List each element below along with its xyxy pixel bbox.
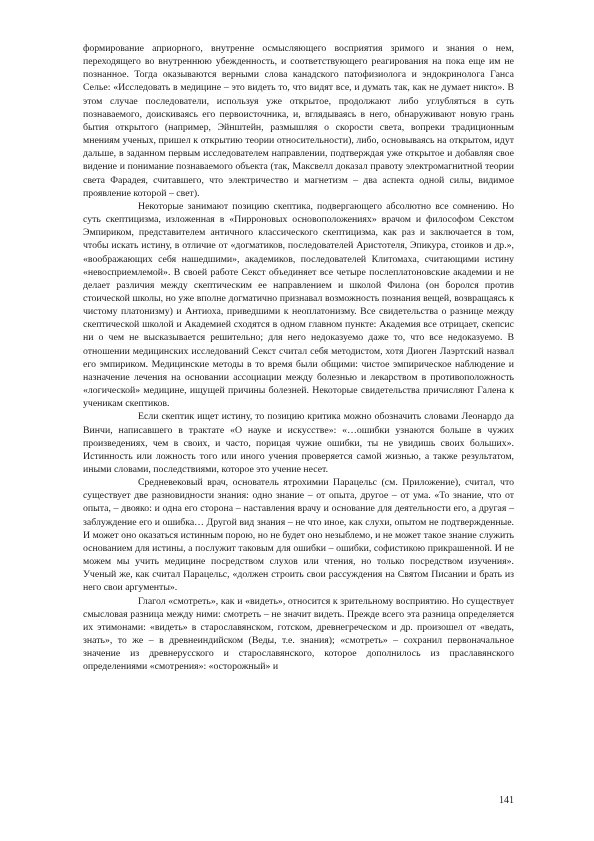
paragraph-3: Если скептик ищет истину, то позицию критика можно обозначить словами Леонардо да Винчи, написавшего в трактате «О науке и искусстве»: «…ошибки узнаются больше в чужих произведениях, чем в своих, и часто, порицая чужие ошибки, ты не увидишь своих больших». Истинность или ложность того или иного учения проверяется самой жизнью, а также результатом, иными словами, последствиями, которое это учение несет.: [83, 411, 514, 475]
paragraph-5: Глагол «смотреть», как и «видеть», относится к зрительному восприятию. Но существует смысловая разница между ними: смотреть – не значит видеть. Прежде всего эта разница определяется их этимонами: «видеть» в старославянском, готском, древнегреческом и др. произошел от «ведать, знать», то же – в древнеиндийском (Веды, т.е. знания); «смотреть» – сохранил первоначальное значение из древнерусского и старославянского, которое дополнилось из праславянского определениями «смотрения»: «осторожный» и: [83, 595, 514, 673]
paragraph-1: формирование априорного, внутренне осмысляющего восприятия зримого и знания о нем, переходящего во внутреннюю убежденность, и соответствующего реагирования на пока еще им не познанное. Тогда оказываются верными слова канадского патофизиолога и эндокринолога Ганса Селье: «Исследовать в медицине – это видеть то, что видят все, и думать так, как не думает никто». В этом случае последователи, используя уже открытое, продолжают либо углубляться в суть познаваемого, доискиваясь его первоисточника, и, вглядываясь в него, обнаруживают новую грань бытия открытого (например, Эйнштейн, размышляя о скорости света, вопреки традиционным мнениям ученых, пришел к открытию теории относительности), либо, основываясь на открытом, идут дальше, в заданном первым исследователем направлении, подтверждая уже открытое и добавляя свое видение и понимание познаваемого объекта (так, Максвелл доказал правоту электромагнитной теории света Фарадея, считавшего, что электричество и магнетизм – два аспекта одной силы, видимое проявление которой – свет).: [83, 43, 514, 199]
paragraph-4: Средневековый врач, основатель ятрохимии Парацельс (см. Приложение), считал, что существует две разновидности знания: одно знание – от опыта, другое – от ума. «То знание, что от опыта, – двояко: и одна его сторона – наставления врачу и основание для деятельности его, а другая – заблуждение его и ошибка… Другой вид знания – не что иное, как слухи, опытом не подтвержденные. И может оно оказаться истинным порою, но не будет оно незыблемо, и не может такое знание служить основанием для истины, а послужит таковым для ошибки – ошибки, софистикою прикрашенной. И не можем мы учить медицине посредством слухов или чтения, но только посредством изучения». Ученый же, как считал Парацельс, «должен строить свои рассуждения на Святом Писании и брать из него свои аргументы».: [83, 477, 514, 594]
page-number: 141: [499, 795, 514, 806]
paragraph-2: Некоторые занимают позицию скептика, подвергающего абсолютно все сомнению. Но суть скептицизма, изложенная в «Пирроновых основоположениях» врачом и философом Секстом Эмпириком, представителем античного классического скептицизма, как раз и заключается в том, чтобы искать истину, в отличие от «догматиков, последователей Аристотеля, Эпикура, стоиков и др.», «воображающих себя нашедшими», академиков, последователей Клитомаха, считающими истину «невосприемлемой». В своей работе Секст объединяет все четыре послеплатоновские академии и не делает различия между скептическим ее направлением и школой Филона (он боролся против стоической школы, но уже вполне догматично признавал возможность познания вещей, возвращаясь к чистому платонизму) и Антиоха, приведшими к неоплатонизму. Все свидетельства о разнице между скептической школой и Академией сходятся в одном главном пункте: Академия все отрицает, скепсис ни о чем не высказывается решительно; для него недоказуемо даже то, что все недоказуемо. В отношении медицинских исследований Секст считал себя методистом, хотя Диоген Лаэртский назвал его эмпириком. Медицинские методы в то время были общими: чистое эмпирическое наблюдение и назначение лечения на основании ассоциации между болезнью и лекарством в противоположность «логической» медицине, ищущей причины болезней. Некоторые свидетельства причисляют Галена к ученикам скептиков.: [83, 200, 514, 410]
page-body-text: [83, 42, 514, 674]
